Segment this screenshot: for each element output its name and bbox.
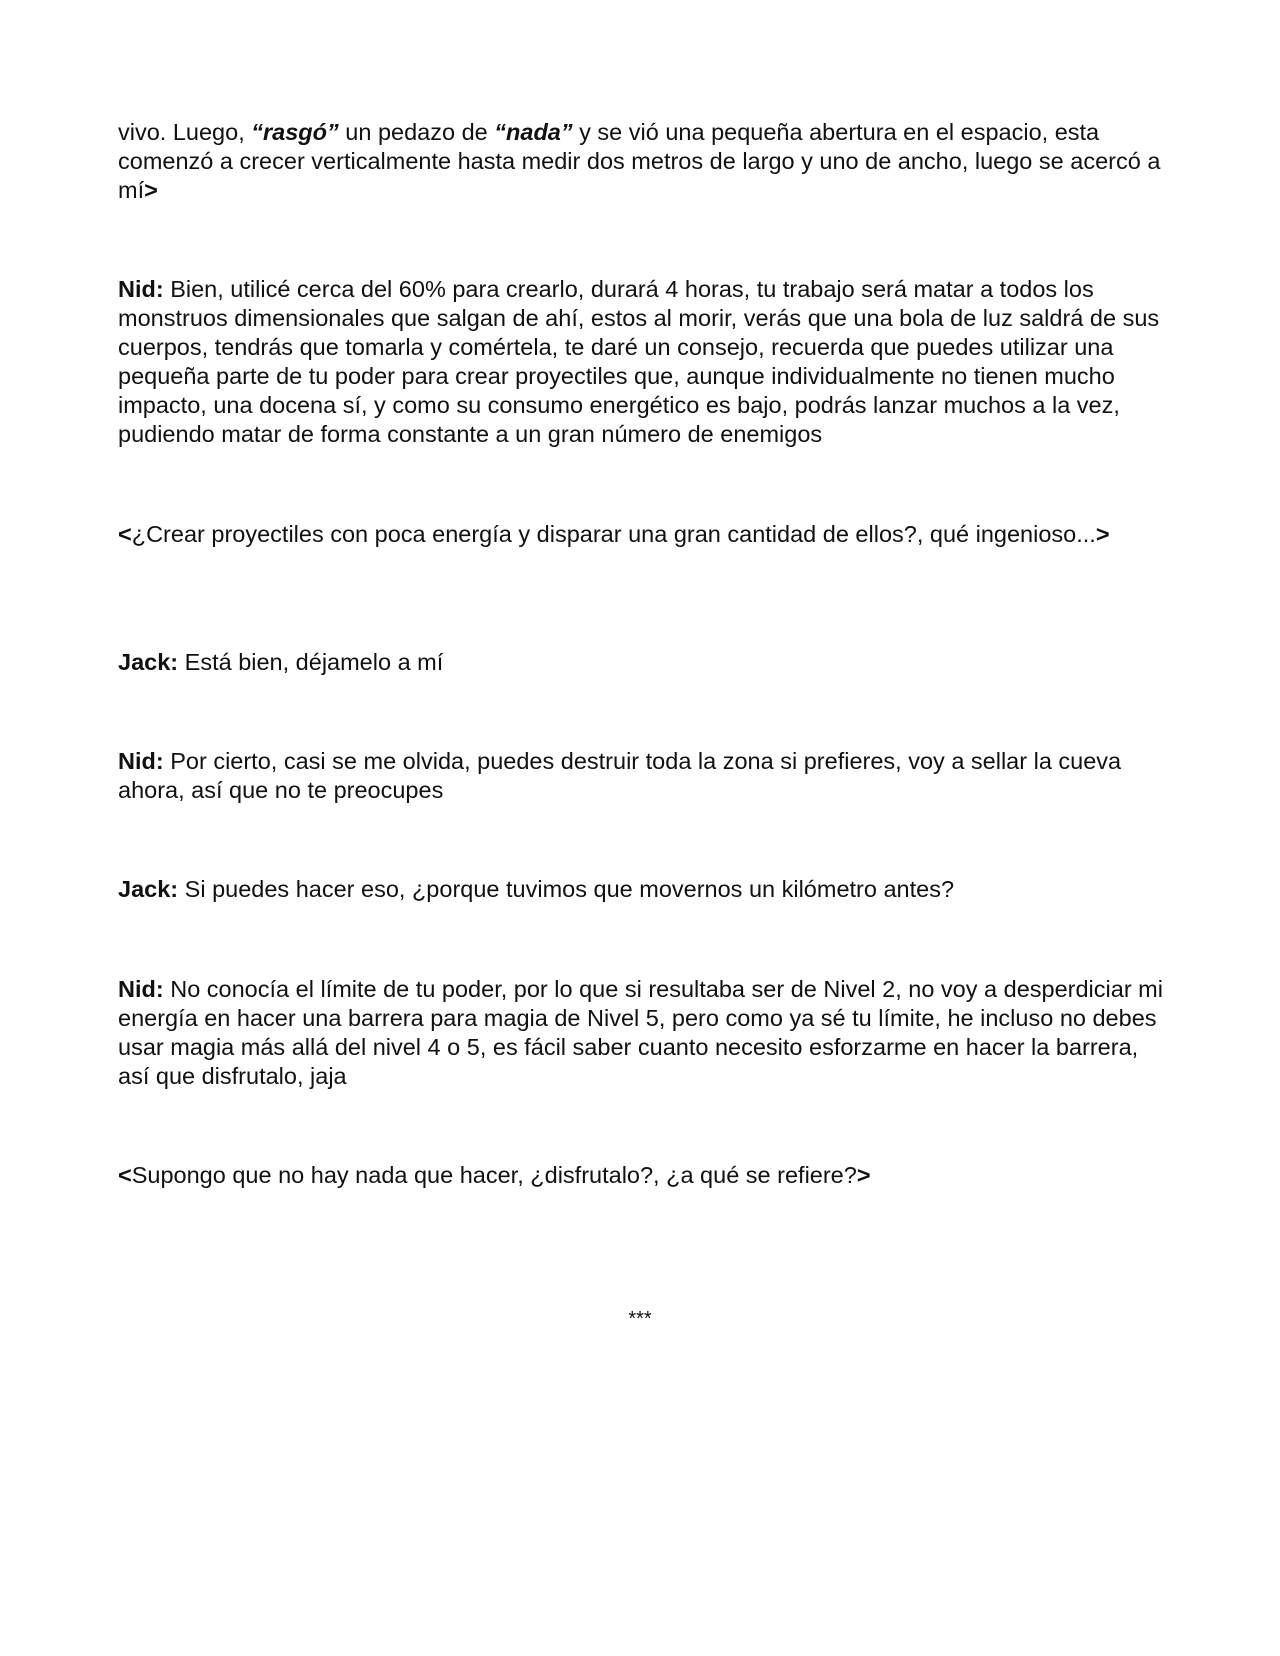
dialogue-paragraph (118, 275, 1168, 449)
emphasis-text: “rasgó” (251, 119, 339, 145)
thought-open-marker: < (118, 1162, 132, 1188)
thought-text: Supongo que no hay nada que hacer, ¿disfrutalo?, ¿a qué se refiere? (131, 1162, 857, 1188)
emphasis-text: “nada” (494, 119, 573, 145)
dialogue-paragraph (118, 875, 1168, 904)
narration-text: un pedazo de (338, 119, 495, 145)
thought-close-marker: > (856, 1162, 871, 1188)
dialogue-text: Está bien, déjamelo a mí (178, 649, 444, 675)
speaker-label: Jack: (118, 876, 179, 902)
thought-paragraph (118, 520, 1168, 549)
thought-paragraph (118, 1161, 1168, 1190)
dialogue-text: Si puedes hacer eso, ¿porque tuvimos que movernos un kilómetro antes? (178, 876, 955, 902)
thought-close-marker: > (1095, 521, 1110, 547)
dialogue-paragraph (118, 648, 1168, 677)
narration-text: y se vió una pequeña abertura en el espacio, esta comenzó a crecer verticalmente hasta medir dos metros de largo y uno de ancho, luego se acercó a mí (118, 119, 1161, 203)
thought-close-marker: > (144, 177, 158, 203)
speaker-label: Nid: (118, 748, 164, 774)
thought-open-marker: < (118, 521, 132, 547)
dialogue-text: Bien, utilicé cerca del 60% para crearlo, durará 4 horas, tu trabajo será matar a todos los monstruos dimensionales que salgan de ahí, estos al morir, verás que una bola de luz saldrá de sus cuerpos, tendrás que tomarla y comértela, te daré un consejo, recuerda que puedes utilizar una pequeña parte de tu poder para crear proyectiles que, aunque individualmente no tienen mucho impacto, una docena sí, y como su consumo energético es bajo, podrás lanzar muchos a la vez, pudiendo matar de forma constante a un gran número de enemigos (118, 276, 1160, 447)
dialogue-paragraph (118, 975, 1168, 1091)
dialogue-text: Por cierto, casi se me olvida, puedes destruir toda la zona si prefieres, voy a sellar la cueva ahora, así que no te preocupes (118, 748, 1122, 803)
speaker-label: Nid: (118, 276, 164, 302)
thought-text: ¿Crear proyectiles con poca energía y disparar una gran cantidad de ellos?, qué ingenioso... (131, 521, 1096, 547)
narration-paragraph (118, 118, 1168, 205)
scene-separator: *** (628, 1308, 652, 1330)
narration-text: vivo. Luego, (118, 119, 252, 145)
speaker-label: Nid: (118, 976, 164, 1002)
speaker-label: Jack: (118, 649, 179, 675)
dialogue-text: No conocía el límite de tu poder, por lo que si resultaba ser de Nivel 2, no voy a desperdiciar mi energía en hacer una barrera para magia de Nivel 5, pero como ya sé tu límite, he incluso no debes usar magia más allá del nivel 4 o 5, es fácil saber cuanto necesito esforzarme en hacer la barrera, así que disfrutalo, jaja (118, 976, 1163, 1089)
dialogue-paragraph (118, 747, 1168, 805)
